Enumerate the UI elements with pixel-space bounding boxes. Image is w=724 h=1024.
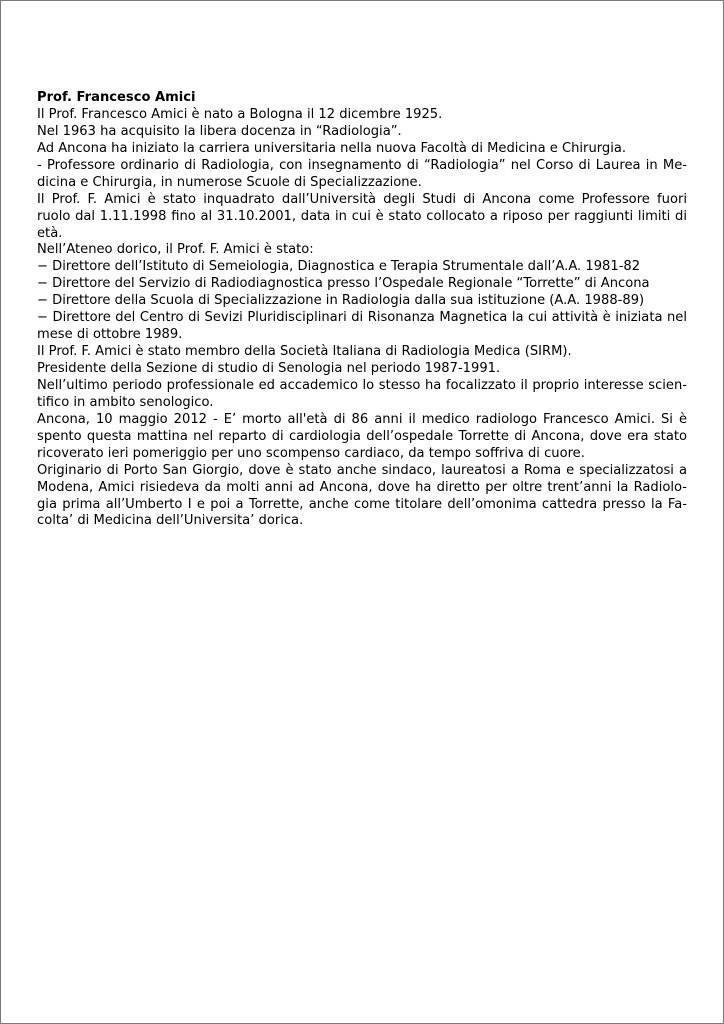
text-line: Nell’ultimo periodo professionale ed accademico lo stesso ha focalizzato il proprio interesse scien-	[37, 377, 687, 393]
list-item: − Direttore del Centro di Sevizi Pluridisciplinari di Risonanza Magnetica la cui attività è iniziata nel	[37, 310, 687, 326]
text-line: colta’ di Medicina dell’Universita’ dorica.	[37, 513, 304, 529]
text-line: Originario di Porto San Giorgio, dove è stato anche sindaco, laureatosi a Roma e specializzatosi a	[37, 462, 687, 478]
document-body	[37, 90, 687, 530]
document-title: Prof. Francesco Amici	[37, 90, 196, 105]
text-line: gia prima all’Umberto I e poi a Torrette, anche come titolare dell’omonima cattedra presso la Fa-	[37, 496, 687, 512]
text-line: Il Prof. Francesco Amici è nato a Bologna il 12 dicembre 1925.	[37, 106, 443, 122]
text-line: ruolo dal 1.11.1998 fino al 31.10.2001, data in cui è stato collocato a riposo per raggiunti limiti di	[37, 208, 687, 224]
text-line: Nel 1963 ha acquisito la libera docenza in “Radiologia”.	[37, 123, 402, 139]
text-line: tifico in ambito senologico.	[37, 394, 214, 410]
text-line: - Professore ordinario di Radiologia, con insegnamento di “Radiologia” nel Corso di Laurea in Me-	[37, 157, 687, 173]
list-item: − Direttore del Servizio di Radiodiagnostica presso l’Ospedale Regionale “Torrette” di Ancona	[37, 276, 650, 292]
text-line: età.	[37, 225, 63, 241]
text-line: Il Prof. F. Amici è stato membro della Società Italiana di Radiologia Medica (SIRM).	[37, 344, 572, 360]
text-line: mese di ottobre 1989.	[37, 327, 183, 343]
list-item: − Direttore della Scuola di Specializzazione in Radiologia dalla sua istituzione (A.A. 1988-89)	[37, 293, 645, 309]
text-line: Nell’Ateneo dorico, il Prof. F. Amici è stato:	[37, 242, 314, 258]
text-line: ricoverato ieri pomeriggio per uno scompenso cardiaco, da tempo soffriva di cuore.	[37, 445, 585, 461]
text-line: spento questa mattina nel reparto di cardiologia dell’ospedale Torrette di Ancona, dove era stato	[37, 428, 687, 444]
text-line: Modena, Amici risiedeva da molti anni ad Ancona, dove ha diretto per oltre trent’anni la Radiolo-	[37, 479, 687, 495]
text-line: Presidente della Sezione di studio di Senologia nel periodo 1987-1991.	[37, 361, 501, 376]
text-line: Ancona, 10 maggio 2012 - E’ morto all'età di 86 anni il medico radiologo Francesco Amici. Si è	[37, 411, 687, 427]
text-line: dicina e Chirurgia, in numerose Scuole di Specializzazione.	[37, 174, 422, 190]
text-line: Ad Ancona ha iniziato la carriera universitaria nella nuova Facoltà di Medicina e Chirurgia.	[37, 140, 627, 156]
list-item: − Direttore dell’Istituto di Semeiologia, Diagnostica e Terapia Strumentale dall’A.A. 1981-82	[37, 259, 641, 275]
text-line: Il Prof. F. Amici è stato inquadrato dall’Università degli Studi di Ancona come Professore fuori	[37, 191, 687, 207]
